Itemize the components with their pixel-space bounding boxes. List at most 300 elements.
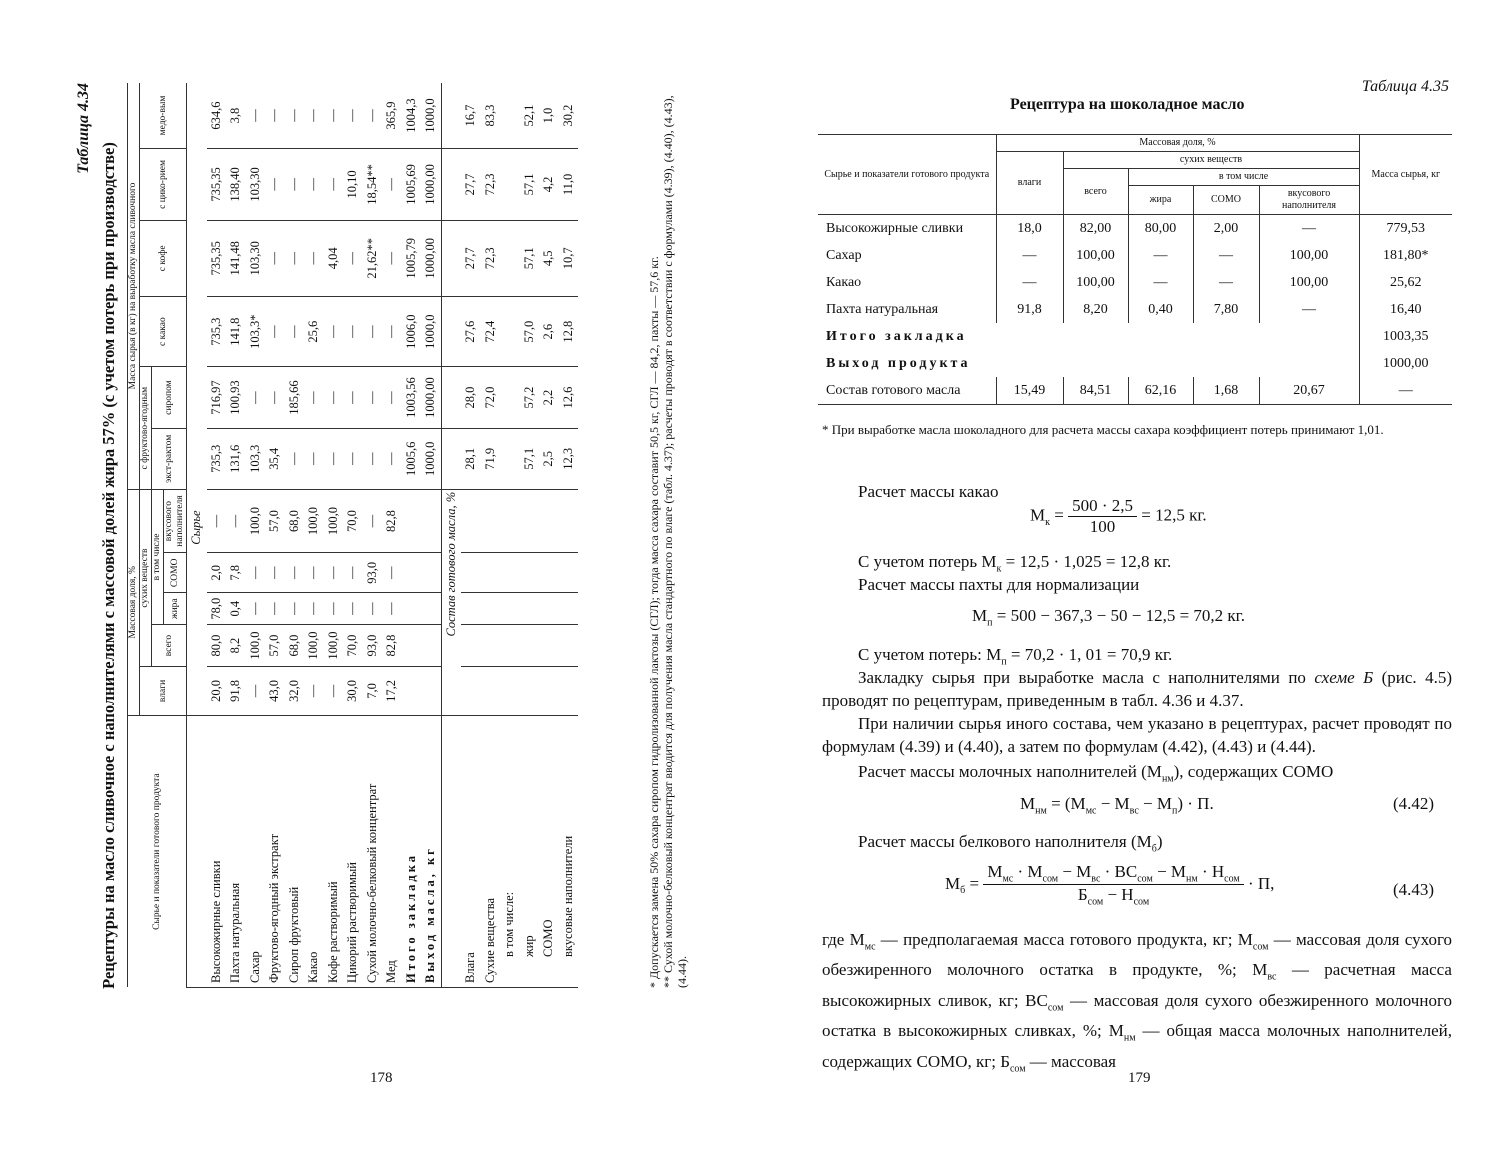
eq2-a: M	[972, 606, 988, 625]
table-cell: 100,0	[324, 625, 344, 667]
r-table-cell: 18,0	[996, 215, 1063, 243]
table-cell: 91,8	[226, 667, 246, 716]
table-cell: 28,1	[461, 428, 481, 489]
table-title: Рецептуры на масло сливочное с наполнителями с массовой долей жира 57% (с учетом потерь при производстве)	[99, 142, 118, 989]
equation-4-43-number: (4.43)	[1393, 880, 1435, 899]
row-name: Какао	[304, 715, 324, 987]
r-table-cell: 2,00	[1193, 215, 1259, 243]
table-cell: 17,2	[382, 667, 402, 716]
section-comp-row	[441, 83, 461, 988]
eq2-b: = 500 − 367,3 − 50 − 12,5 = 70,2 кг.	[992, 606, 1245, 625]
table-cell: —	[304, 553, 324, 593]
table-cell: —	[304, 428, 324, 489]
r-table-cell: 100,00	[1063, 242, 1128, 269]
header-chicory: с цико-рием	[140, 149, 187, 221]
footnotes	[647, 83, 689, 988]
table-cell: 3,8	[226, 83, 246, 149]
row-name: Итого закладка	[402, 715, 422, 987]
paragraph-4	[858, 830, 1163, 860]
para4-a: Расчет массы белкового наполнителя (M	[858, 832, 1152, 851]
table-cell: 72,4	[481, 296, 501, 367]
table-cell: 18,54**	[363, 149, 383, 221]
table-cell: —	[226, 489, 246, 552]
row-name: Цикорий растворимый	[343, 715, 363, 987]
r-table-body	[818, 215, 1452, 405]
r-table-row	[818, 242, 1452, 269]
total-row	[402, 83, 422, 988]
header-cocoa: с какао	[140, 296, 187, 367]
table-number-right: Таблица 4.35	[1361, 78, 1449, 95]
table-cell	[461, 667, 481, 716]
table-cell: —	[265, 149, 285, 221]
section-spacer	[187, 715, 207, 987]
table-cell	[481, 553, 501, 593]
table-cell: 103,3	[246, 428, 266, 489]
table-cell: 57,1	[520, 149, 540, 221]
table-cell: —	[304, 667, 324, 716]
table-cell: —	[382, 428, 402, 489]
table-cell: 4,2	[539, 149, 559, 221]
r-header-raw-mass: Масса сырья, кг	[1359, 135, 1452, 215]
table-cell: —	[285, 220, 305, 296]
table-row	[382, 83, 402, 988]
table-cell: —	[246, 367, 266, 428]
r-table-cell: 80,00	[1128, 215, 1193, 243]
table-cell: 27,7	[461, 220, 481, 296]
equation-4-43: $M_б$ = $\frac{M_{мс} \cdot M_{сом} - M_{вс} \cdot ВС_{сом} - M_{нм} \cdot Н_{сом}}{Б_{сом} - Н_{сом}}$ · П,	[945, 862, 1275, 908]
table-cell: 57,0	[265, 489, 285, 552]
table-cell: —	[304, 149, 324, 221]
header-product: Сырье и показатели готового продукта	[128, 715, 187, 987]
row-name: Сухой молочно-белковый концентрат	[363, 715, 383, 987]
table-cell	[481, 489, 501, 552]
r-table-row	[818, 323, 1452, 350]
paragraph-1	[822, 666, 1452, 712]
table-cell: 72,3	[481, 149, 501, 221]
table-cell: 78,0	[207, 593, 227, 625]
table-cell	[500, 625, 520, 667]
table-cell	[441, 367, 461, 428]
table-row	[265, 83, 285, 988]
r-table-cell: —	[996, 242, 1063, 269]
r-table-cell: —	[1128, 269, 1193, 296]
row-name: Влага	[461, 715, 481, 987]
table-cell	[559, 553, 579, 593]
r-header-incl: в том числе	[1128, 169, 1359, 186]
table-cell	[441, 296, 461, 367]
table-cell: 71,9	[481, 428, 501, 489]
r-table-cell: —	[1128, 242, 1193, 269]
table-number: Таблица 4.34	[75, 83, 92, 174]
table-cell	[402, 489, 422, 552]
loss-cocoa-sub: к	[996, 563, 1002, 575]
table-cell: 12,8	[559, 296, 579, 367]
r-table-cell: 84,51	[1063, 377, 1128, 405]
table-cell: —	[324, 296, 344, 367]
r-header-flavor: вкусового наполнителя	[1259, 186, 1359, 215]
r-table-cell	[1259, 323, 1359, 350]
table-cell: 28,0	[461, 367, 481, 428]
table-cell: 43,0	[265, 667, 285, 716]
header-dry: сухих веществ	[140, 489, 152, 666]
table-cell	[500, 667, 520, 716]
r-header-mass-fraction: Массовая доля, %	[996, 135, 1359, 152]
table-cell: —	[363, 593, 383, 625]
r-row-name: Пахта натуральная	[826, 301, 939, 317]
r-header-product: Сырье и показатели готового продукта	[818, 135, 996, 215]
r-header-moisture: влаги	[996, 152, 1063, 215]
table-cell	[500, 593, 520, 625]
loss-cocoa-b: = 12,5 · 1,025 = 12,8 кг.	[1001, 552, 1172, 571]
table-row	[246, 83, 266, 988]
table-cell: 2,2	[539, 367, 559, 428]
table-cell: —	[382, 149, 402, 221]
table-cell	[421, 625, 441, 667]
table-cell: —	[285, 593, 305, 625]
equation-4-42: $M_{нм} = (M_{мс} - M_{вс} - M_п) \cdot П$.	[1020, 794, 1214, 817]
table-cell	[421, 593, 441, 625]
r-table-cell	[1193, 323, 1259, 350]
row-name: Кофе растворимый	[324, 715, 344, 987]
table-cell: —	[363, 83, 383, 149]
table-cell: —	[324, 553, 344, 593]
section-comp-label: Состав готового масла, %	[441, 489, 461, 715]
table-cell: 93,0	[363, 625, 383, 667]
table-cell: 30,0	[343, 667, 363, 716]
table-cell	[441, 428, 461, 489]
table-cell: 16,7	[461, 83, 481, 149]
table-cell: 30,2	[559, 83, 579, 149]
table-cell	[461, 625, 481, 667]
table-cell: 7,0	[363, 667, 383, 716]
r-table-cell: 181,80*	[1359, 242, 1452, 269]
paragraph-3	[858, 760, 1333, 790]
r-table-cell: —	[1193, 269, 1259, 296]
table-cell: —	[343, 296, 363, 367]
table-cell: 1,0	[539, 83, 559, 149]
table-cell: —	[304, 220, 324, 296]
table-cell: 185,66	[285, 367, 305, 428]
r-table-cell	[1193, 350, 1259, 377]
row-name: Пахта натуральная	[226, 715, 246, 987]
table-cell: —	[363, 296, 383, 367]
table-cell: 141,48	[226, 220, 246, 296]
page-number-right: 179	[1128, 1070, 1151, 1086]
header-syrup: сиропом	[152, 367, 187, 428]
table-cell	[559, 625, 579, 667]
table-cell	[500, 489, 520, 552]
r-table-cell: 82,00	[1063, 215, 1128, 243]
table-cell: —	[304, 83, 324, 149]
r-table-cell	[996, 350, 1063, 377]
r-table-cell: 100,00	[1259, 269, 1359, 296]
table-cell: 82,8	[382, 625, 402, 667]
r-table-cell: —	[1259, 296, 1359, 323]
table-row	[207, 83, 227, 988]
para4-b: )	[1156, 832, 1163, 851]
table-cell: 7,8	[226, 553, 246, 593]
header-incl: в том числе	[152, 489, 164, 624]
r-table-cell: 8,20	[1063, 296, 1128, 323]
r-table-cell: —	[996, 269, 1063, 296]
table-cell	[402, 593, 422, 625]
comp-row	[481, 83, 501, 988]
table-cell: —	[324, 593, 344, 625]
r-table-cell: 1,68	[1193, 377, 1259, 405]
table-cell: 735,3	[207, 428, 227, 489]
r-row-name: Выход продукта	[826, 355, 971, 371]
table-cell: 0,4	[226, 593, 246, 625]
table-cell: 100,93	[226, 367, 246, 428]
eq1-den: 100	[1089, 517, 1116, 536]
table-cell: 70,0	[343, 489, 363, 552]
header-raw-mass: Масса сырья (в кг) на выработку масла сливочного	[128, 83, 140, 489]
row-name: СОМО	[539, 715, 559, 987]
table-cell: 25,6	[304, 296, 324, 367]
header-fat: жира	[164, 593, 187, 625]
equation-buttermilk	[972, 606, 1245, 628]
r-table-row	[818, 269, 1452, 296]
table-cell	[461, 593, 481, 625]
r-table-cell: 62,16	[1128, 377, 1193, 405]
table-cell	[520, 667, 540, 716]
table-cell	[559, 667, 579, 716]
r-header-dry: сухих веществ	[1063, 152, 1359, 169]
table-cell: —	[343, 593, 363, 625]
r-table-cell: —	[1359, 377, 1452, 405]
table-cell: 68,0	[285, 625, 305, 667]
r-table-cell: 7,80	[1193, 296, 1259, 323]
r-table-row	[818, 377, 1452, 405]
table-cell: —	[343, 83, 363, 149]
table-cell: —	[343, 367, 363, 428]
table-cell	[559, 593, 579, 625]
table-cell: —	[265, 553, 285, 593]
row-name: жир	[520, 715, 540, 987]
table-cell: 1003,56	[402, 367, 422, 428]
r-table-row	[818, 350, 1452, 377]
table-cell	[481, 667, 501, 716]
comp-row	[520, 83, 540, 988]
row-name: Фруктово-ягодный экстракт	[265, 715, 285, 987]
table-cell: 2,0	[207, 553, 227, 593]
table-cell: 138,40	[226, 149, 246, 221]
table-cell: 80,0	[207, 625, 227, 667]
table-row	[363, 83, 383, 988]
table-cell: —	[265, 367, 285, 428]
table-cell: —	[246, 667, 266, 716]
table-cell	[461, 489, 481, 552]
table-cell: —	[343, 220, 363, 296]
header-mass-fraction: Массовая доля, %	[128, 489, 140, 715]
footnote-1: * Допускается замена 50% сахара сиропом гидролизованной лактозы (СГЛ); тогда масса сахара составит 50,5 кг, СГЛ — 84,2, пахты — 57,6 кг.	[647, 256, 661, 988]
r-table-cell: 15,49	[996, 377, 1063, 405]
table-cell	[500, 220, 520, 296]
table-cell	[539, 553, 559, 593]
table-cell: 735,35	[207, 149, 227, 221]
table-cell: —	[382, 367, 402, 428]
table-cell	[500, 428, 520, 489]
r-table-cell: —	[1193, 242, 1259, 269]
row-name: вкусовые наполнители	[559, 715, 579, 987]
paragraph-2: При наличии сырья иного состава, чем указано в рецептурах, расчет проводят по формулам (4.39) и (4.40), а затем по формулам (4.42), (4.43) и (4.44).	[822, 714, 1452, 756]
table-cell: —	[285, 553, 305, 593]
footnote-2: ** Сухой молочно-белковый концентрат вводится для получения масла стандартного по влаге (табл. 4.37); расчеты проводят в соответствии с формулами (4.39), (4.40), (4.43), (4.44).	[661, 95, 689, 988]
loss-cocoa-a: С учетом потерь M	[858, 552, 997, 571]
table-cell: 93,0	[363, 553, 383, 593]
section-raw-label: Сырье	[187, 83, 207, 715]
table-cell	[441, 83, 461, 149]
table-cell: 12,6	[559, 367, 579, 428]
para1-b: (рис. 4.5) проводят по рецептурам, приведенным в табл. 4.36 и 4.37.	[822, 668, 1452, 710]
table-cell	[441, 149, 461, 221]
table-cell: 11,0	[559, 149, 579, 221]
table-row	[304, 83, 324, 988]
table-cell: 1000,0	[421, 296, 441, 367]
r-table-cell: 0,40	[1128, 296, 1193, 323]
table-cell: 57,2	[520, 367, 540, 428]
table-cell: —	[246, 83, 266, 149]
table-cell	[500, 149, 520, 221]
row-name: в том числе:	[500, 715, 520, 987]
table-cell: 4,04	[324, 220, 344, 296]
table-cell: —	[382, 593, 402, 625]
table-cell: 72,0	[481, 367, 501, 428]
table-cell: 27,7	[461, 149, 481, 221]
table-cell	[441, 220, 461, 296]
table-cell	[421, 489, 441, 552]
table-cell	[520, 553, 540, 593]
calc-cocoa-label: Расчет массы какао	[858, 482, 999, 501]
r-table-cell: 25,62	[1359, 269, 1452, 296]
para4-sub: б	[1151, 843, 1157, 855]
para3-a: Расчет массы молочных наполнителей (M	[858, 762, 1162, 781]
table-cell: —	[324, 428, 344, 489]
table-cell	[539, 489, 559, 552]
table-cell: 68,0	[285, 489, 305, 552]
r-table-cell	[996, 323, 1063, 350]
r-table-cell: 91,8	[996, 296, 1063, 323]
equation-4-42-number: (4.42)	[1393, 794, 1435, 813]
r-table-cell: 20,67	[1259, 377, 1359, 405]
table-cell: 57,1	[520, 220, 540, 296]
table-cell: —	[324, 367, 344, 428]
table-row	[324, 83, 344, 988]
para3-sub: нм	[1161, 773, 1174, 785]
loss-buttermilk-sub: п	[1001, 656, 1007, 668]
table-cell	[539, 593, 559, 625]
r-table-cell: 100,00	[1259, 242, 1359, 269]
table-cell	[520, 489, 540, 552]
table-cell: —	[343, 553, 363, 593]
eq1-num: 500 · 2,5	[1068, 496, 1137, 517]
table-cell: —	[343, 428, 363, 489]
section-spacer	[441, 715, 461, 987]
table-cell: —	[382, 553, 402, 593]
table-cell: —	[265, 593, 285, 625]
table-cell: 1000,0	[421, 83, 441, 149]
table-cell	[421, 553, 441, 593]
row-name: Сахар	[246, 715, 266, 987]
table-cell: 1005,79	[402, 220, 422, 296]
table-cell: 35,4	[265, 428, 285, 489]
footnote-right: * При выработке масла шоколадного для расчета массы сахара коэффициент потерь принимают 1,01.	[822, 422, 1384, 437]
table-cell	[402, 625, 422, 667]
table-title-right: Рецептура на шоколадное масло	[1010, 96, 1245, 113]
table-cell: 1006,0	[402, 296, 422, 367]
eq1-sub: к	[1045, 516, 1050, 528]
table-cell: —	[363, 489, 383, 552]
header-total: всего	[152, 625, 187, 667]
recipe-table-4-35	[818, 134, 1452, 405]
header-coffee: с кофе	[140, 220, 187, 296]
calc-buttermilk-label: Расчет массы пахты для нормализации	[858, 575, 1140, 594]
table-cell: —	[363, 428, 383, 489]
table-cell: —	[304, 593, 324, 625]
table-cell: 57,1	[520, 428, 540, 489]
r-table-cell	[1259, 350, 1359, 377]
table-cell: —	[324, 667, 344, 716]
equation-cocoa: $M_к$ = $\frac{500 \cdot 2,5}{100}$ = 12,5 кг.	[1030, 496, 1207, 536]
table-cell: 20,0	[207, 667, 227, 716]
header-flavor: вкусового наполнителя	[164, 489, 187, 552]
table-cell: 8,2	[226, 625, 246, 667]
table-cell: 735,3	[207, 296, 227, 367]
section-raw-row	[187, 83, 207, 988]
row-name: Мед	[382, 715, 402, 987]
table-cell	[481, 625, 501, 667]
table-cell: —	[285, 428, 305, 489]
eq1-rhs: = 12,5 кг.	[1141, 505, 1207, 525]
table-cell: 2,6	[539, 296, 559, 367]
table-cell: 21,62**	[363, 220, 383, 296]
table-cell: 1000,00	[421, 220, 441, 296]
table-cell: —	[265, 220, 285, 296]
comp-row	[539, 83, 559, 988]
r-table-cell	[1063, 323, 1128, 350]
yield-row	[421, 83, 441, 988]
table-cell: —	[382, 220, 402, 296]
r-row-name: Какао	[826, 274, 862, 290]
r-table-cell: 16,40	[1359, 296, 1452, 323]
r-row-name: Сахар	[826, 247, 862, 263]
table-cell: 103,3*	[246, 296, 266, 367]
table-cell: 72,3	[481, 220, 501, 296]
table-cell: —	[207, 489, 227, 552]
table-cell: 2,5	[539, 428, 559, 489]
table-cell: —	[265, 296, 285, 367]
table-cell: 735,35	[207, 220, 227, 296]
table-cell: 1005,6	[402, 428, 422, 489]
r-row-name: Высокожирные сливки	[826, 220, 964, 236]
r-row-name: Состав готового масла	[818, 377, 996, 405]
table-cell: 141,8	[226, 296, 246, 367]
table-cell: 70,0	[343, 625, 363, 667]
table-cell: —	[382, 296, 402, 367]
r-row-name: Итого закладка	[826, 328, 967, 344]
table-cell: —	[246, 553, 266, 593]
table-cell: —	[324, 83, 344, 149]
table-body	[187, 83, 579, 988]
r-table-cell	[1128, 350, 1193, 377]
loss-buttermilk-b: = 70,2 · 1, 01 = 70,9 кг.	[1006, 645, 1173, 664]
table-cell	[539, 625, 559, 667]
para3-b: ), содержащих СОМО	[1173, 762, 1334, 781]
table-cell	[520, 593, 540, 625]
table-cell: 103,30	[246, 149, 266, 221]
r-table-row	[818, 296, 1452, 323]
table-row	[226, 83, 246, 988]
